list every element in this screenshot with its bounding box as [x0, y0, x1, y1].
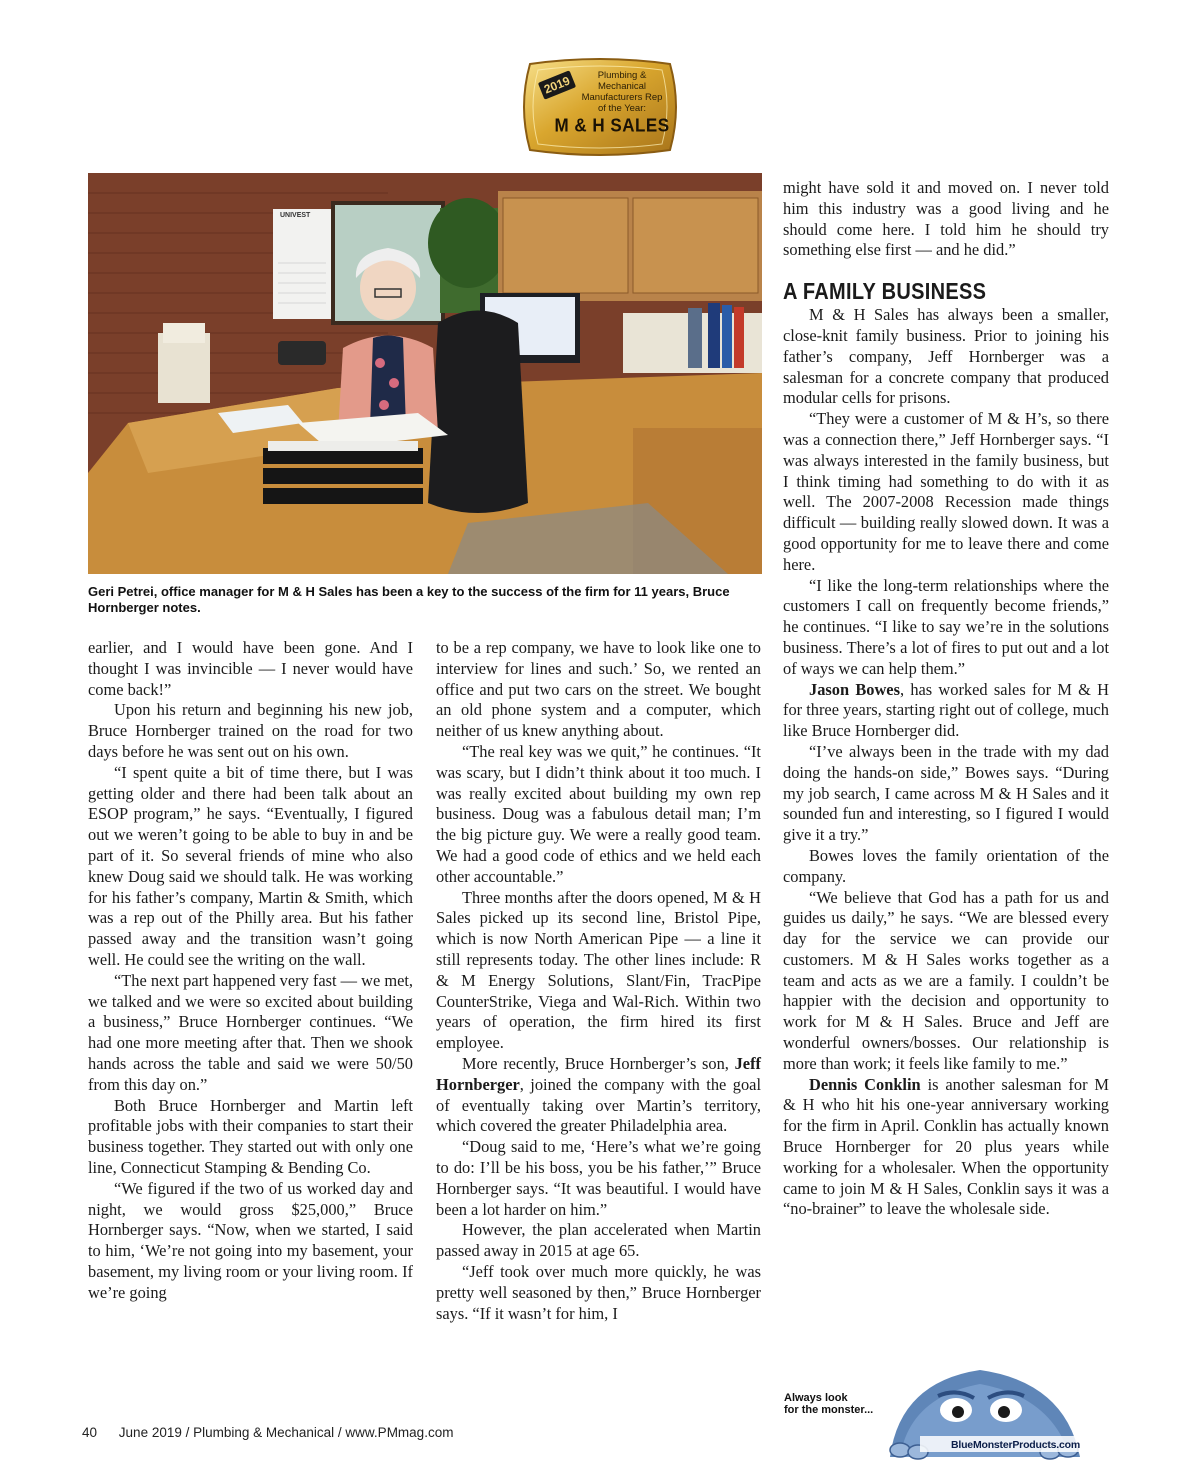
- ad-tagline-line: Always look: [784, 1392, 848, 1404]
- badge-line: Plumbing &: [597, 70, 647, 81]
- article-column-2: [436, 638, 761, 1324]
- paragraph: “The real key was we quit,” he continues. “It was scary, but I didn’t think about it too much. I was really excited about building my own rep business. Doug was a fabulous detail man; I’m the big picture guy. We were a really good team. We had a good code of ethics and we held each other accountable.”: [436, 741, 761, 886]
- ad-url[interactable]: BlueMonsterProducts.com: [950, 1439, 1080, 1451]
- page-footer: [82, 1425, 453, 1440]
- paragraph: “Jeff took over much more quickly, he was pretty well seasoned by then,” Bruce Hornberger says. “If it wasn’t for him, I: [436, 1261, 761, 1323]
- paragraph: Bowes loves the family orientation of the company.: [783, 845, 1109, 886]
- footer-text: June 2019 / Plumbing & Mechanical / www.PMmag.com: [118, 1425, 454, 1440]
- person-name: Dennis Conklin: [809, 1074, 921, 1094]
- person-name: Jason Bowes: [809, 679, 900, 699]
- badge-line: Mechanical: [597, 81, 647, 92]
- section-heading: A FAMILY BUSINESS: [783, 279, 987, 305]
- photo-caption: Geri Petrei, office manager for M & H Sales has been a key to the success of the firm for 11 years, Bruce Hornberger notes.: [88, 584, 730, 615]
- text-run: , has worked sales for M & H for three years, starting right out of college, much like Bruce Hornberger did.: [783, 679, 1110, 741]
- paragraph: However, the plan accelerated when Martin passed away in 2015 at age 65.: [436, 1220, 761, 1261]
- badge-line: of the Year:: [597, 103, 647, 114]
- paragraph: [783, 680, 1109, 742]
- paragraph: “We figured if the two of us worked day and night, we would gross $25,000,” Bruce Hornberger says. “Now, when we started, I said to him, ‘We’re not going into my basement, your basement, my living room or your living room. If we’re going: [88, 1178, 413, 1302]
- paragraph: Three months after the doors opened, M & H Sales picked up its second line, Bristol Pipe, which is now North American Pipe — a line it still represents today. The other lines include: R & M Energy Solutions, Slant/Fin, TracPipe CounterStrike, Viega and Wal-Rich. Within two years of operation, the firm hired its first employee.: [436, 887, 761, 1053]
- text-run: is another salesman for M & H who hit his one-year anniversary working for the firm in April. Conklin has actually known Bruce Hornberger for 20 plus years while working for a wholesaler. When the opportunity came to join M & H Sales, Conklin says it was a “no-brainer” to leave the wholesale side.: [783, 1074, 1109, 1219]
- text-run: , joined the company with the goal of eventually taking over Martin’s territory, which covered the greater Philadelphia area.: [436, 1074, 761, 1136]
- article-column-1: [88, 638, 413, 1304]
- office-photo: [88, 173, 762, 574]
- paragraph: “We believe that God has a path for us and guides us daily,” he says. “We are blessed every day for the service we can provide our customers. M & H Sales works together as a team and acts as we are a family. I couldn’t be happier with the decision and opportunity to work for M & H Sales. Bruce and Jeff are wonderful owners/bosses. Our relationship is more than work; it feels like family to me.”: [783, 887, 1109, 1073]
- paragraph: Both Bruce Hornberger and Martin left profitable jobs with their companies to start their business together. They started out with only one line, Connecticut Stamping & Bending Co.: [88, 1095, 413, 1177]
- badge-line: Manufacturers Rep: [581, 92, 663, 103]
- paragraph: to be a rep company, we have to look like one to interview for lines and such.’ So, we rented an office and put two cars on the street. We bought an old phone system and a computer, which neither of us knew anything about.: [436, 638, 761, 741]
- paragraph: “I like the long-term relationships where the customers I call on frequently become friends,” he continues. “I like to say we’re in the solutions business. There’s a lot of fires to put out and a lot of ways we can help them.”: [783, 575, 1109, 678]
- calendar-brand: UNIVEST: [280, 212, 311, 219]
- paragraph: “I spent quite a bit of time there, but I was getting older and there had been talk about an ESOP program,” he says. “Eventually, I figured out we weren’t going to be able to buy in and be part of it. So several friends of mine who also knew Doug said we should talk. He was working for his father’s company, Martin & Smith, which was a rep out of the Philly area. But his father passed away and the transition wasn’t going well. He could see the writing on the wall.: [88, 762, 413, 969]
- page-number: 40: [82, 1425, 98, 1440]
- ad-tagline-line: for the monster...: [784, 1404, 874, 1416]
- badge-title: M & H SALES: [554, 115, 670, 136]
- paragraph: earlier, and I would have been gone. And I thought I was invincible — I never would have come back!”: [88, 638, 413, 699]
- paragraph: “I’ve always been in the trade with my dad doing the hands-on side,” Bowes says. “During my job search, I came across M & H Sales and it sounded fun and interesting, so I figured I would give it a try.”: [783, 741, 1109, 845]
- paragraph: “Doug said to me, ‘Here’s what we’re going to do: I’ll be his boss, you be his father,’” Bruce Hornberger says. “It was beautiful. I would have been a lot harder on him.”: [436, 1137, 761, 1219]
- paragraph: [436, 1054, 761, 1137]
- paragraph: [783, 1075, 1109, 1221]
- paragraph: might have sold it and moved on. I never told him this industry was a good living and he should come here. I told him he should try something else first — and he did.”: [783, 178, 1109, 260]
- article-column-3: [783, 178, 1109, 1220]
- paragraph: “The next part happened very fast — we met, we talked and we were so excited about building a business,” Bruce Hornberger continues. “We had one more meeting after that. Then we shook hands across the table and said we were 50/50 from this day on.”: [88, 970, 414, 1094]
- blue-monster-ad[interactable]: [780, 1362, 1100, 1462]
- person-name: Jeff Hornberger: [436, 1053, 761, 1094]
- paragraph: “They were a customer of M & H’s, so there was a connection there,” Jeff Hornberger says. “I was always interested in the family business, but I think timing had something to do with it as well. The 2007-2008 Recession made things difficult — building really slowed down. It was a good opportunity for me to leave there and come here.: [783, 409, 1109, 574]
- text-run: More recently, Bruce Hornberger’s son,: [462, 1053, 735, 1073]
- paragraph: Upon his return and beginning his new job, Bruce Hornberger trained on the road for two days before he was sent out on his own.: [88, 700, 413, 761]
- badge-year: 2019: [538, 70, 576, 99]
- paragraph: M & H Sales has always been a smaller, close-knit family business. Prior to joining his father’s company, Jeff Hornberger was a salesman for a concrete company that produced modular cells for prisons.: [783, 305, 1109, 408]
- award-badge: [516, 58, 684, 156]
